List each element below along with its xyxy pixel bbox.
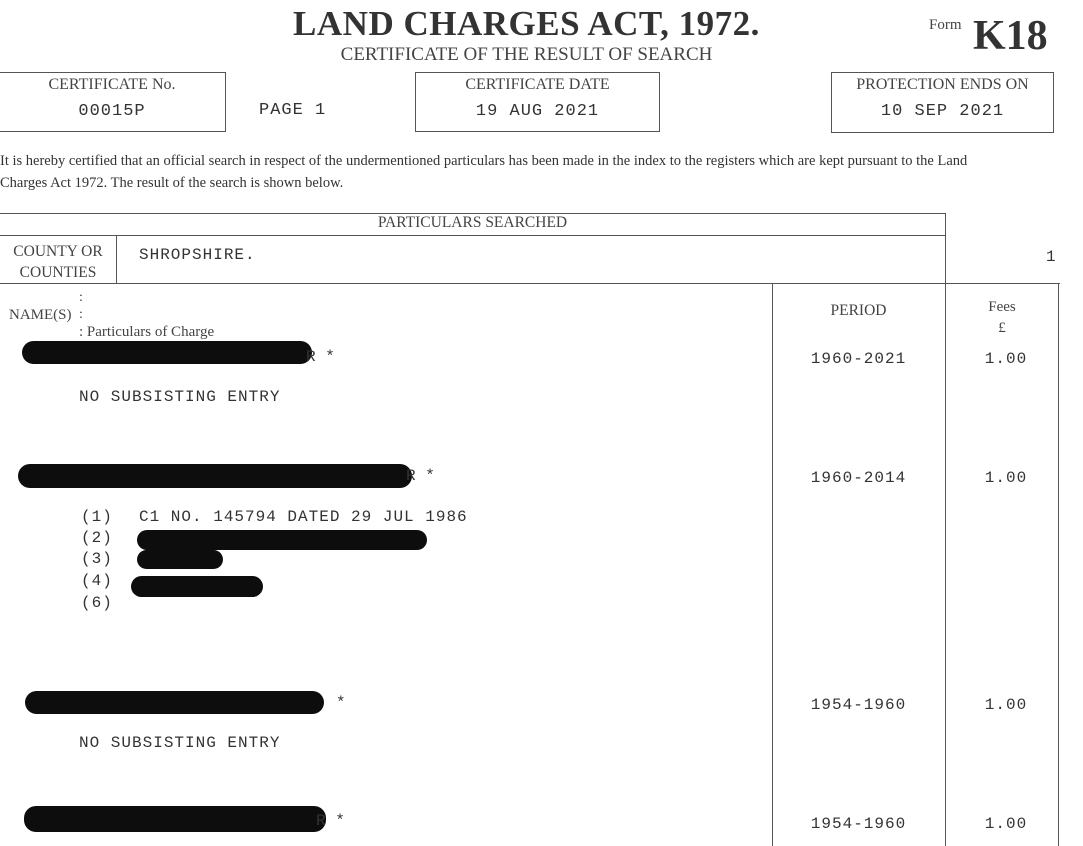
- charge-line-number: (1): [81, 508, 113, 526]
- entry-name-suffix: R *: [306, 348, 335, 366]
- page-number: PAGE 1: [259, 101, 327, 120]
- charge-line-text: C1 NO. 145794 DATED 29 JUL 1986: [139, 508, 468, 526]
- redacted-name: [24, 806, 326, 832]
- protection-ends-box: [831, 72, 1054, 133]
- redacted-charge-detail: [137, 550, 223, 569]
- entry-name-suffix: R *: [316, 812, 345, 830]
- entry-period: 1960-2021: [810, 350, 907, 368]
- charge-line-number: (3): [81, 550, 113, 568]
- page-count: 1: [1046, 248, 1056, 266]
- county-label-divider: [116, 235, 117, 284]
- particulars-header-rule: [0, 235, 946, 236]
- entry-name-suffix: R *: [406, 467, 435, 485]
- protection-ends-value: 10 SEP 2021: [880, 102, 1005, 121]
- protection-ends-label: PROTECTION ENDS ON: [856, 76, 1029, 93]
- redacted-name: [22, 341, 312, 364]
- entry-result: NO SUBSISTING ENTRY: [79, 388, 281, 406]
- certificate-date-box: [415, 72, 660, 132]
- redacted-name: [18, 464, 412, 488]
- county-value: SHROPSHIRE.: [139, 246, 256, 264]
- entry-fee: 1.00: [984, 350, 1028, 368]
- names-colon-middle: :: [79, 307, 83, 322]
- document-title: LAND CHARGES ACT, 1972.: [293, 4, 760, 43]
- certificate-date-value: 19 AUG 2021: [475, 102, 600, 121]
- redacted-charge-detail: [131, 576, 263, 597]
- particulars-of-charge-header: : Particulars of Charge: [79, 324, 215, 340]
- entry-fee: 1.00: [984, 815, 1028, 833]
- entry-period: 1960-2014: [810, 469, 907, 487]
- entry-period: 1954-1960: [810, 696, 907, 714]
- certification-statement: It is hereby certified that an official search in respect of the undermentioned particulars has been made in the index to the registers which are kept pursuant to the Land Charges Act 1972. The result of the search is shown below.: [0, 153, 968, 191]
- charge-line-number: (4): [81, 572, 113, 590]
- entry-result: NO SUBSISTING ENTRY: [79, 734, 281, 752]
- entry-period: 1954-1960: [810, 815, 907, 833]
- particulars-right-rule: [945, 213, 946, 283]
- names-column-header: NAME(S): [9, 307, 72, 323]
- fees-label: Fees: [988, 299, 1016, 315]
- fees-currency: £: [998, 320, 1006, 336]
- names-colon-top: :: [79, 290, 83, 305]
- certificate-number-box: [0, 72, 226, 132]
- names-header-rule: [0, 283, 1060, 284]
- period-column-header: PERIOD: [830, 302, 887, 319]
- county-label: COUNTY OR COUNTIES: [13, 243, 103, 281]
- certificate-number-value: 00015P: [78, 102, 146, 121]
- charge-line-number: (2): [81, 529, 113, 547]
- form-code: K18: [973, 13, 1048, 59]
- redacted-name: [25, 691, 324, 714]
- charge-line-number: (6): [81, 594, 113, 612]
- particulars-searched-header: PARTICULARS SEARCHED: [377, 214, 568, 231]
- entry-fee: 1.00: [984, 469, 1028, 487]
- redacted-charge-detail: [137, 530, 427, 550]
- fees-column-header: [946, 297, 1058, 339]
- certificate-date-label: CERTIFICATE DATE: [465, 76, 610, 93]
- entry-fee: 1.00: [984, 696, 1028, 714]
- entry-name-suffix: *: [336, 694, 346, 712]
- certificate-number-label: CERTIFICATE No.: [48, 76, 176, 93]
- document-subtitle: CERTIFICATE OF THE RESULT OF SEARCH: [340, 44, 713, 65]
- form-label: Form: [929, 17, 962, 33]
